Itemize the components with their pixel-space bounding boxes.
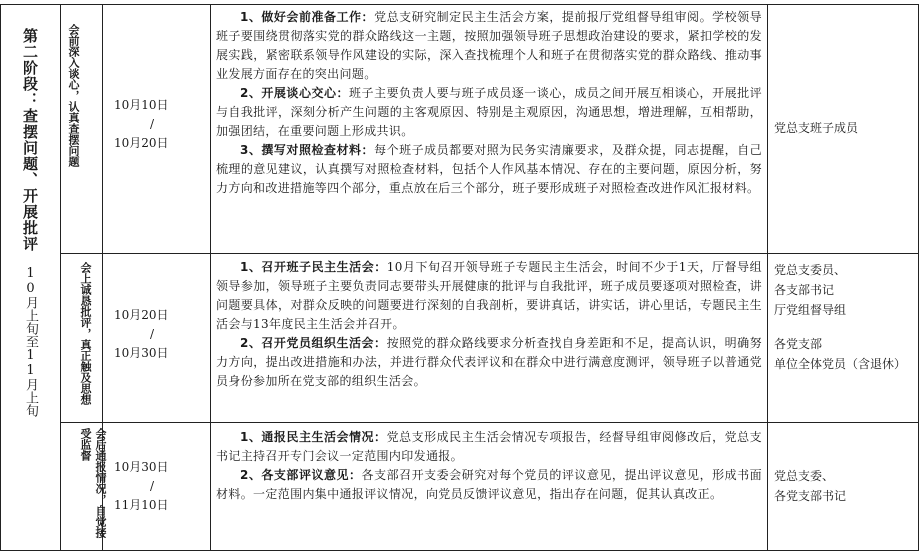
list-item (216, 466, 762, 504)
content-cell-2 (216, 258, 762, 391)
item-heading: 1、通报民主生活会情况： (240, 430, 387, 444)
table-border-right (918, 4, 919, 551)
item-text: 班子主要负责人要与班子成员逐一谈心，成员之间开展互相谈心，开展批评与自我批评，深刻分析产生问题的主客观原因、特别是主观原因，沟通思想，增进理解，互相帮助，加强团结，在重要问题上形成共识。 (216, 86, 762, 138)
table-border-left (0, 4, 1, 551)
col-divider-date (210, 4, 211, 551)
responsible-line: 单位全体党员（含退休） (774, 357, 907, 371)
row-divider-1 (60, 253, 919, 254)
content-cell-1 (216, 8, 762, 198)
responsible-line (774, 320, 914, 334)
responsible-line: 党总支委、 (774, 469, 835, 483)
date-start-2: 10月20日 (114, 308, 169, 322)
list-item (216, 334, 762, 391)
table-border-top (0, 4, 919, 5)
date-range-2 (104, 306, 204, 363)
list-item (216, 428, 762, 466)
row-divider-2 (60, 422, 919, 423)
item-text: 10月下旬召开领导班子专题民主生活会，时间不少于1天，厅督导组领导参加，领导班子主要负责同志要带头开展健康的批评与自我批评，班子成员要逐项对照检查，讲问题要具体，对群众反映的问题要进行深刻的自我剖析，要讲真话，讲实话，讲心里话，专题民主生活会与13年度民主生活会并召开。 (216, 260, 762, 331)
content-cell-3 (216, 428, 762, 504)
responsible-line: 各支部书记 (774, 283, 835, 297)
item-heading: 2、各支部评议意见： (240, 468, 362, 482)
item-heading: 3、撰写对照检查材料： (240, 143, 375, 157)
item-heading: 2、召开党员组织生活会： (240, 336, 387, 350)
phase-label-2: 会上诚恳批评，真正触及思想 (79, 262, 92, 405)
item-heading: 1、召开班子民主生活会： (240, 260, 387, 274)
col-divider-content (767, 4, 768, 551)
item-heading: 2、开展谈心交心： (240, 86, 350, 100)
responsible-line: 各党支部书记 (774, 489, 847, 503)
item-heading: 1、做好会前准备工作： (240, 10, 375, 24)
item-text: 党总支研究制定民主生活会方案，提前报厅党组督导组审阅。学校领导班子要围绕贯彻落实党的群众路线这一主题，按照加强领导班子思想政治建设的要求，紧扣学校的发展实践，紧密联系领导作风建设的实际，深入查找梳理个人和班子在贯彻落实党的群众路线、推动事业发展方面存在的突出问题。 (216, 10, 762, 81)
date-sep-2: / (150, 327, 155, 341)
table-border-bottom (0, 550, 919, 551)
responsible-cell-1 (774, 118, 914, 138)
date-end-2: 10月30日 (114, 346, 169, 360)
col-divider-stage (60, 4, 61, 551)
date-end-1: 10月20日 (114, 136, 169, 150)
responsible-cell-2 (774, 260, 914, 374)
item-text: 按照党的群众路线要求分析查找自身差距和不足，提高认识，明确努力方向，提出改进措施和办法，并进行群众代表评议和在群众中进行满意度测评，领导班子以普通党员身份参加所在党支部的组织生活会。 (216, 336, 762, 388)
list-item (216, 84, 762, 141)
date-start-1: 10月10日 (114, 98, 169, 112)
item-text: 每个班子成员都要对照为民务实清廉要求，及群众提，同志提醒，自己梳理的意见建议，认真撰写对照检查材料，包括个人作风基本情况、存在的主要问题，原因分析，努力方向和改进措施等四个部分，重点放在后三个部分，班子要形成班子对照检查改进作风汇报材料。 (216, 143, 762, 195)
list-item (216, 141, 762, 198)
stage-cell (2, 28, 58, 417)
phase-label-1: 会前深入谈心，认真查摆问题 (67, 24, 80, 167)
responsible-cell-3 (774, 466, 914, 506)
item-text: 各支部召开支委会研究对每个党员的评议意见，提出评议意见，形成书面材料。一定范围内集中通报评议情况，向党员反馈评议意见，指出存在问题，促其认真改正。 (216, 468, 762, 501)
date-start-3: 10月30日 (114, 460, 169, 474)
responsible-line: 各党支部 (774, 337, 823, 351)
stage-period: 10月上旬至11月上旬 (23, 266, 38, 417)
responsible-line: 厅党组督导组 (774, 303, 847, 317)
responsible-line: 党总支委员、 (774, 263, 847, 277)
responsible-line: 党总支班子成员 (774, 121, 859, 135)
date-sep-1: / (150, 117, 155, 131)
list-item (216, 8, 762, 84)
item-text: 党总支形成民主生活会情况专项报告，经督导组审阅修改后，党总支书记主持召开专门会议一定范围内印发通报。 (216, 430, 762, 463)
date-end-3: 11月10日 (114, 498, 169, 512)
list-item (216, 258, 762, 334)
stage-title: 第二阶段：查摆问题、开展批评 (21, 28, 39, 252)
date-range-3 (104, 458, 204, 515)
date-sep-3: / (150, 479, 155, 493)
phase-label-3: 会后通报情况，自觉接受监督 (79, 428, 107, 538)
date-range-1 (104, 96, 204, 153)
